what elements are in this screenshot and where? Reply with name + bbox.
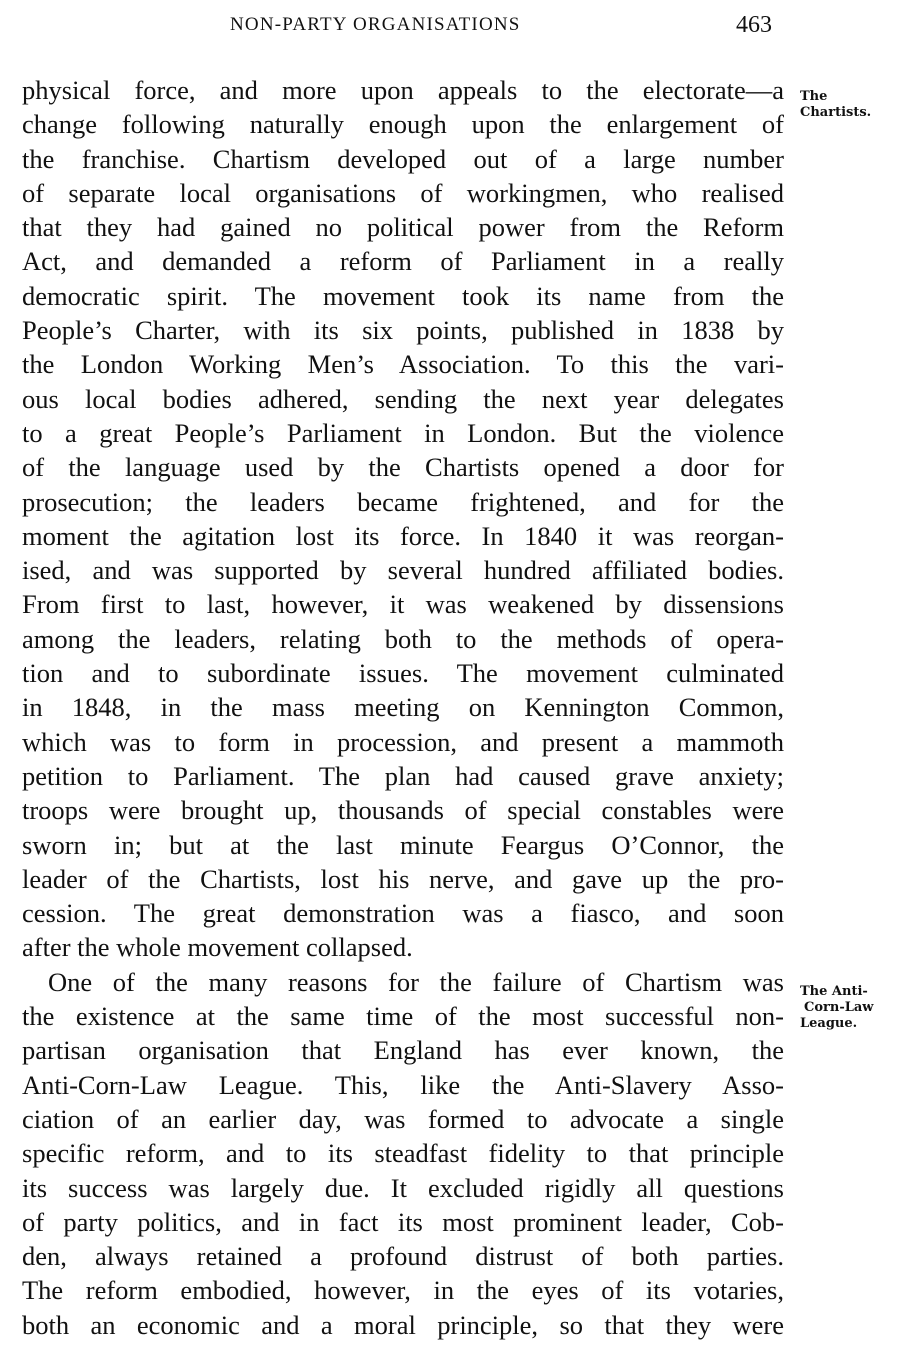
text-line: cession. The great demonstration was a fiasco, and soon (22, 898, 784, 929)
text-line: the London Working Men’s Association. To this the vari- (22, 349, 784, 380)
running-head-title: NON-PARTY ORGANISATIONS (230, 14, 521, 35)
text-line: to a great People’s Parliament in London. But the violence (22, 417, 784, 448)
text-line: which was to form in procession, and present a mammoth (22, 726, 784, 757)
text-line: its success was largely due. It excluded rigidly all questions (22, 1172, 784, 1203)
margin-note-line: Chartists. (800, 105, 872, 120)
text-line: the franchise. Chartism developed out of a large number (22, 143, 784, 174)
text-line: den, always retained a profound distrust of both parties. (22, 1241, 784, 1272)
text-line: Anti-Corn-Law League. This, like the Anti-Slavery Asso- (22, 1069, 784, 1100)
paragraph-anti-corn-law-league (22, 965, 784, 1342)
text-line: change following naturally enough upon the enlargement of (22, 109, 784, 140)
text-line: troops were brought up, thousands of special constables were (22, 795, 784, 826)
margin-note-line: The Anti- (800, 984, 868, 999)
text-line: after the whole movement collapsed. (22, 932, 413, 963)
text-line: of the language used by the Chartists opened a door for (22, 452, 784, 483)
text-line: ous local bodies adhered, sending the next year delegates (22, 383, 784, 414)
paragraph-chartism (22, 73, 784, 965)
margin-note-chartists (800, 89, 908, 121)
running-head (0, 14, 913, 40)
text-line: People’s Charter, with its six points, published in 1838 by (22, 315, 784, 346)
margin-note-line: League. (800, 1016, 858, 1031)
text-line: both an economic and a moral principle, so that they were (22, 1309, 784, 1340)
text-line: The reform embodied, however, in the eyes of its votaries, (22, 1275, 784, 1306)
text-line: petition to Parliament. The plan had caused grave anxiety; (22, 760, 784, 791)
body-text (22, 73, 784, 1342)
margin-note-anti-corn-law-league (800, 984, 908, 1032)
text-line: in 1848, in the mass meeting on Kennington Common, (22, 692, 784, 723)
text-line: sworn in; but at the last minute Feargus O’Connor, the (22, 829, 784, 860)
text-line: moment the agitation lost its force. In 1840 it was reorgan- (22, 520, 784, 551)
text-line: From first to last, however, it was weakened by dissensions (22, 589, 784, 620)
text-line: specific reform, and to its steadfast fidelity to that principle (22, 1138, 784, 1169)
text-line: One of the many reasons for the failure of Chartism was (48, 966, 784, 997)
text-line: of separate local organisations of workingmen, who realised (22, 177, 784, 208)
text-line: physical force, and more upon appeals to the electorate—a (22, 75, 784, 105)
text-line: ised, and was supported by several hundred affiliated bodies. (22, 555, 784, 586)
text-line: prosecution; the leaders became frightened, and for the (22, 486, 784, 517)
margin-note-line: The (800, 89, 828, 104)
text-line: democratic spirit. The movement took its name from the (22, 280, 784, 311)
page-number: 463 (736, 12, 772, 38)
text-line: among the leaders, relating both to the methods of opera- (22, 623, 784, 654)
text-line: ciation of an earlier day, was formed to advocate a single (22, 1103, 784, 1134)
text-line: tion and to subordinate issues. The movement culminated (22, 658, 784, 689)
text-line: Act, and demanded a reform of Parliament in a really (22, 246, 784, 277)
text-line: the existence at the same time of the most successful non- (22, 1001, 784, 1032)
text-line: of party politics, and in fact its most prominent leader, Cob- (22, 1206, 784, 1237)
text-line: partisan organisation that England has ever known, the (22, 1035, 784, 1066)
text-line: that they had gained no political power from the Reform (22, 212, 784, 243)
margin-note-line: Corn-Law (804, 1000, 874, 1015)
text-line: leader of the Chartists, lost his nerve, and gave up the pro- (22, 863, 784, 894)
